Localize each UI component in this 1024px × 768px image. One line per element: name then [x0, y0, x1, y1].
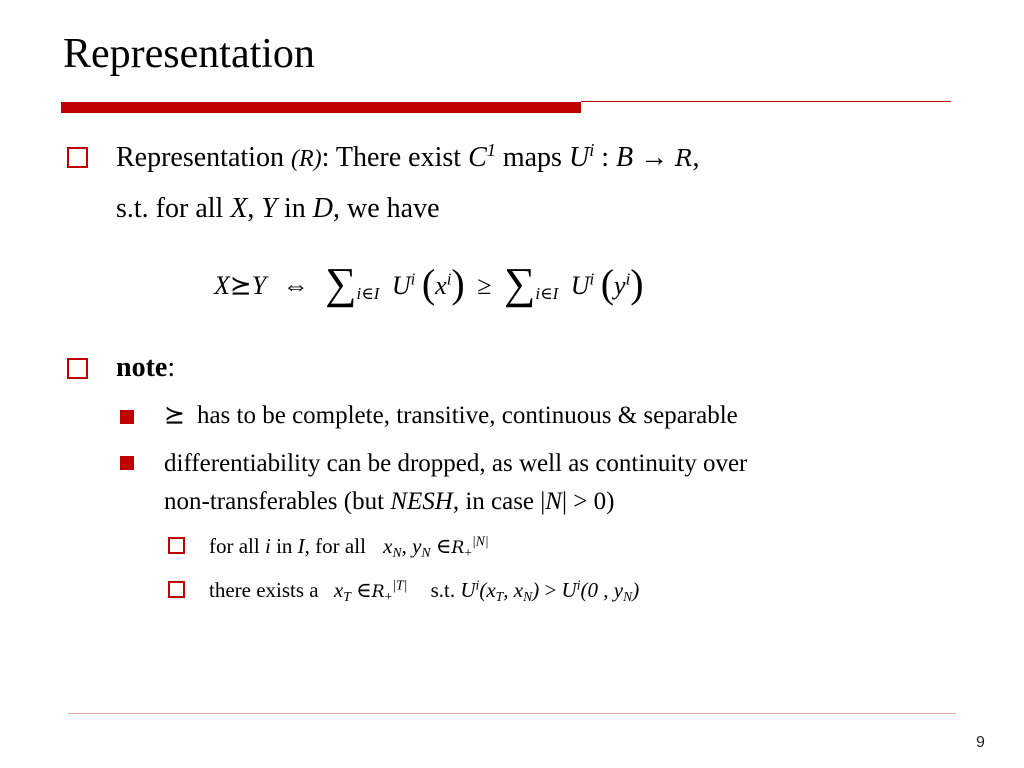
subsub2-rhs-n: N: [623, 589, 633, 605]
eq-u-right-sup: i: [589, 269, 595, 289]
note-label: note: [116, 352, 168, 383]
sub2-line2-b: , in case |: [452, 488, 546, 515]
eq-x-i: x: [435, 271, 447, 300]
subsub1-line: [209, 533, 489, 561]
representation-equation: [214, 256, 644, 312]
eq-y-i-sup: i: [625, 269, 631, 289]
subsub2-lhs-open: (x: [479, 578, 496, 602]
subsub2-a: there exists a: [209, 578, 319, 602]
subsub1-x-sub: N: [392, 545, 402, 561]
subsub1-i: i: [264, 534, 271, 558]
eq-sum-left-sub: i∈I: [356, 284, 380, 304]
eq-lparen-left: (: [421, 261, 436, 306]
subsub1-in: in: [276, 534, 293, 558]
page-number: 9: [976, 734, 985, 751]
subsub1-y: y: [412, 534, 422, 558]
subsub2-u-right: U: [561, 578, 577, 602]
eq-x-i-sup: i: [446, 269, 452, 289]
bullet1-lead: Representation: [116, 142, 284, 173]
subsub2-lhs-n: N: [523, 589, 533, 605]
bullet-box-icon: [67, 358, 88, 379]
subsub2-x-sub: T: [343, 589, 351, 605]
bullet1-colon: :: [321, 142, 330, 173]
eq-sum-right-sub: i∈I: [535, 284, 559, 304]
bullet1-text-b: maps: [502, 142, 562, 173]
sub2-nesh: NESH: [390, 488, 453, 515]
note-colon: :: [167, 352, 176, 383]
footer-rule: [68, 713, 956, 714]
bullet1-u: U: [568, 142, 590, 173]
subsub2-gt: >: [544, 578, 557, 602]
eq-u-right: U: [570, 271, 590, 300]
bullet-square-icon: [120, 456, 134, 470]
subsub2-u-left: U: [460, 578, 476, 602]
subsub1-plus: +: [464, 545, 472, 561]
bullet1-u-sup: i: [589, 140, 595, 160]
subsub2-st: s.t.: [430, 578, 456, 602]
eq-y-i: y: [614, 271, 626, 300]
bullet1-arrow: →: [640, 142, 669, 173]
subsub2-x: x: [333, 578, 344, 602]
subsub2-plus: +: [384, 589, 393, 605]
subsub2-lhs-close: ): [532, 578, 540, 602]
bullet1-sep: ,: [247, 193, 255, 224]
bullet1-text-a: There exist: [335, 142, 462, 173]
bullet1-map-colon: :: [601, 142, 610, 173]
eq-sum-right: ∑: [504, 259, 536, 308]
sub1-text: has to be complete, transitive, continuous & separable: [196, 402, 738, 429]
subsub2-u-left-sup: i: [475, 577, 480, 593]
eq-rparen-left: ): [451, 261, 465, 306]
eq-iff: ⇔: [282, 271, 309, 300]
bullet-box-icon: [67, 147, 88, 168]
bullet1-d: D: [312, 193, 334, 224]
sub2-line2-a: non-transferables (but: [164, 488, 385, 515]
bullet-box-icon: [168, 581, 185, 598]
subsub1-reals: R: [451, 538, 465, 558]
eq-pref-symbol: ⪰: [229, 271, 252, 300]
bullet1-line2-b: , we have: [333, 193, 440, 224]
eq-lparen-right: (: [600, 261, 615, 306]
bullet1-tag: (R): [290, 146, 322, 172]
subsub1-comma: ,: [401, 534, 407, 558]
subsub1-b: , for all: [304, 534, 366, 558]
subsub2-rhs-open: (0 , y: [580, 578, 624, 602]
bullet2-line: [116, 351, 175, 385]
bullet1-x: X: [230, 193, 248, 224]
eq-sum-left: ∑: [325, 259, 357, 308]
subsub1-a: for all: [209, 534, 260, 558]
subsub2-rhs-close: ): [632, 578, 640, 602]
sub1-pref-symbol: ⪰: [164, 402, 185, 429]
subsub1-elem: ∈: [435, 534, 452, 558]
title-rule-thick: [61, 102, 581, 113]
bullet1-c: C: [468, 142, 487, 173]
bullet1-line2: [116, 192, 440, 226]
subsub2-line: [209, 577, 639, 605]
subsub2-lhs-t: T: [495, 589, 504, 605]
title-rule-thin: [581, 101, 951, 102]
bullet1-y: Y: [261, 193, 277, 224]
sub2-n: N: [545, 488, 562, 515]
sub2-line2-c: | > 0): [561, 488, 615, 515]
subsub1-y-sub: N: [421, 545, 431, 561]
bullet1-b: B: [616, 142, 634, 173]
bullet-box-icon: [168, 537, 185, 554]
subsub2-reals: R: [371, 582, 385, 602]
subsub1-big-i: I: [297, 534, 305, 558]
bullet-square-icon: [120, 410, 134, 424]
bullet1-reals: R: [675, 146, 693, 172]
eq-y: Y: [251, 271, 267, 300]
sub2-line2: [164, 486, 614, 518]
eq-geq: ≥: [477, 271, 492, 300]
subsub2-lhs-mid: , x: [503, 578, 524, 602]
subsub1-exp: |N|: [471, 533, 489, 549]
subsub2-elem: ∈: [356, 578, 372, 602]
sub1-line: [164, 400, 738, 432]
eq-x: X: [214, 271, 230, 300]
bullet1-line1: [116, 141, 699, 176]
subsub2-u-right-sup: i: [576, 577, 581, 593]
eq-u-left: U: [391, 271, 411, 300]
subsub1-x: x: [383, 534, 393, 558]
bullet1-c-sup: 1: [486, 140, 496, 160]
eq-rparen-right: ): [630, 261, 644, 306]
bullet1-comma: ,: [692, 142, 700, 173]
subsub2-exp: |T|: [392, 577, 408, 593]
bullet1-line2-a: s.t. for all: [116, 193, 224, 224]
eq-u-left-sup: i: [410, 269, 416, 289]
bullet1-in: in: [284, 193, 306, 224]
sub2-line1: differentiability can be dropped, as well as continuity over: [164, 450, 748, 477]
slide-title: Representation: [63, 31, 315, 77]
